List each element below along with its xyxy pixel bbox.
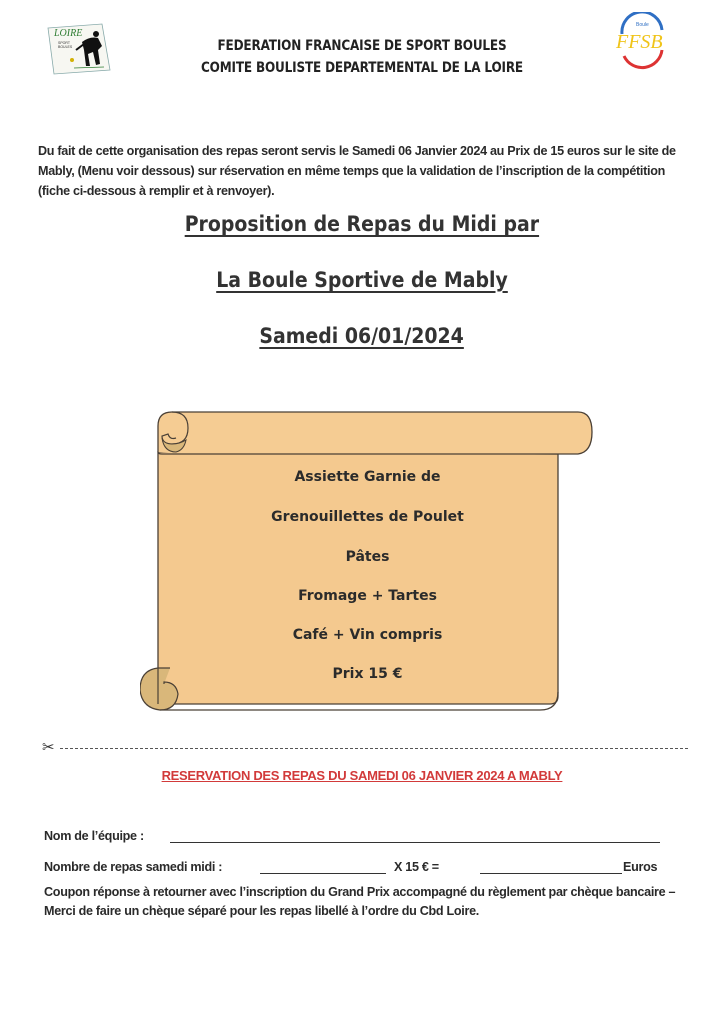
menu-item: Pâtes [345,549,390,565]
team-name-field[interactable] [170,828,660,843]
scissors-icon: ✂ [42,738,55,756]
menu-item: Fromage + Tartes [298,588,437,604]
meals-count-label: Nombre de repas samedi midi : [44,860,223,874]
logo-boules-text: BOULES [58,45,73,49]
team-name-label: Nom de l’équipe : [44,829,144,843]
parchment-scroll-icon [140,404,595,739]
logo-sport-text: SPORT [58,41,70,45]
menu-item: Assiette Garnie de [294,469,441,485]
meals-count-field[interactable] [260,859,386,874]
federation-title: FEDERATION FRANCAISE DE SPORT BOULES [217,38,507,54]
title-proposition-text: Proposition de Repas du Midi par [184,212,540,236]
title-club [0,268,724,292]
currency-label: Euros [623,860,658,874]
title-date-text: Samedi 06/01/2024 [259,324,465,348]
title-proposition [0,212,724,236]
menu-price: Prix 15 € [332,666,403,682]
coupon-instructions: Coupon réponse à retourner avec l’inscription du Grand Prix accompagné du règlement par chèque bancaire – Merci de faire un chèque séparé pour les repas libellé à l’ordre du Cbd Loire. [44,885,676,918]
ffsb-top-text: Boule [636,22,649,28]
title-club-text: La Boule Sportive de Mably [216,268,508,292]
logo-loire-text: LOIRE [54,28,83,39]
menu-scroll [140,404,595,739]
menu-item: Café + Vin compris [292,627,443,643]
total-amount-field[interactable] [480,859,622,874]
title-date [0,324,724,348]
menu-item: Grenouillettes de Poulet [271,509,464,525]
price-multiplier: X 15 € = [394,860,439,874]
reservation-title: RESERVATION DES REPAS DU SAMEDI 06 JANVIER 2024 A MABLY [161,768,563,783]
cut-line-divider [60,748,688,749]
intro-paragraph: Du fait de cette organisation des repas seront servis le Samedi 06 Janvier 2024 au Prix de 15 euros sur le site de Mably, (Menu voir dessous) sur réservation en même temps que la validation de l’inscription de la compétition (fiche ci-dessous à remplir et à renvoyer). [38,144,676,198]
ffsb-text: FFSB [616,31,663,53]
comite-title: COMITE BOULISTE DEPARTEMENTAL DE LA LOIRE [201,60,523,76]
